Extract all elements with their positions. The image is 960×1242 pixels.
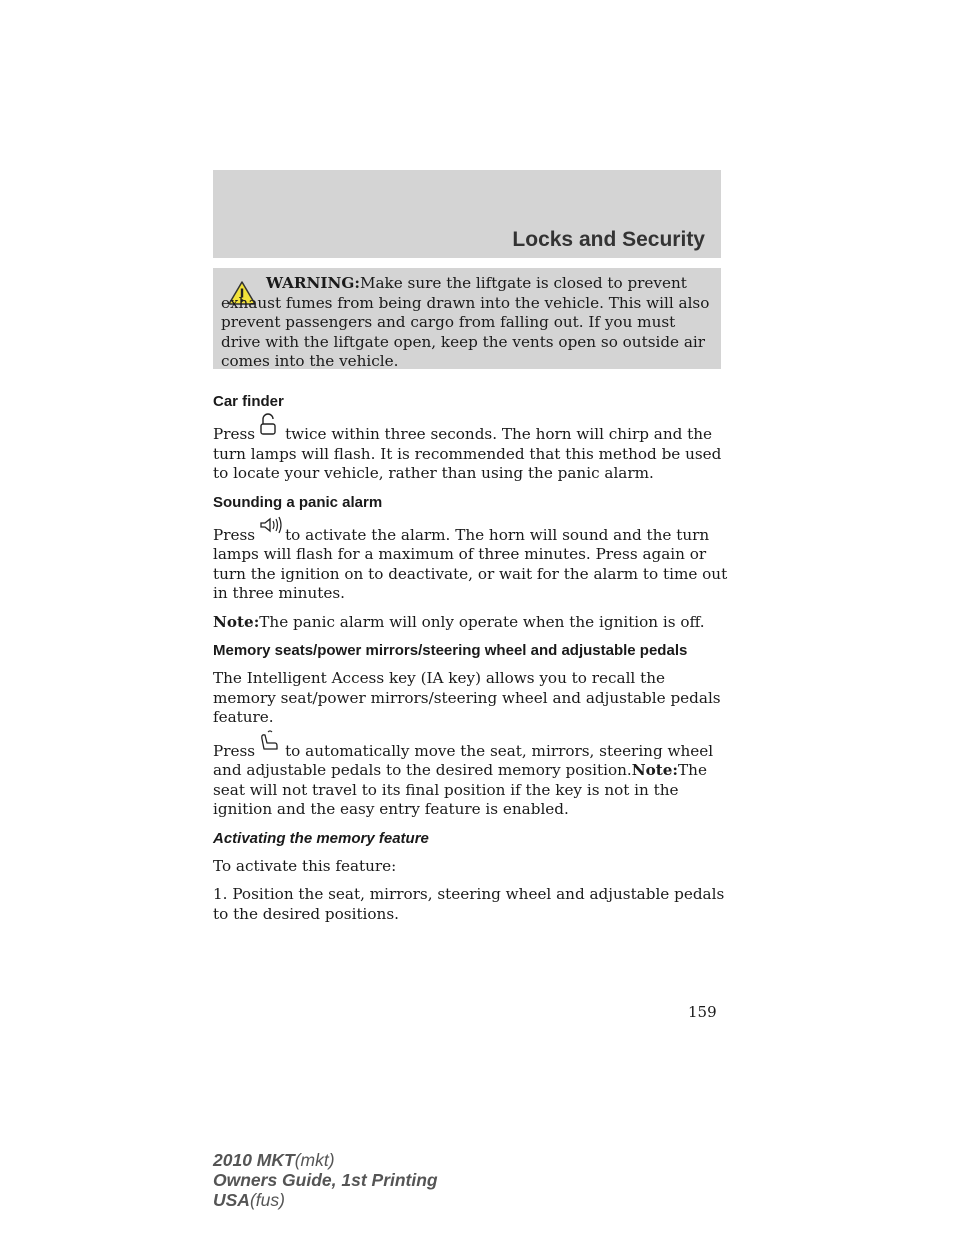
page-content bbox=[213, 392, 728, 933]
memory-seat-icon bbox=[255, 737, 285, 759]
memory-text: to automatically move the seat, mirrors, steering wheel and adjustable pedals to the desired memory position. bbox=[213, 741, 714, 779]
panic-alarm-note bbox=[213, 613, 728, 633]
warning-box bbox=[213, 268, 721, 369]
activating-step-1: 1. Position the seat, mirrors, steering wheel and adjustable pedals to the desired positions. bbox=[213, 885, 725, 923]
footer-line-2: Owners Guide, 1st Printing bbox=[213, 1170, 438, 1190]
panic-alarm-heading: Sounding a panic alarm bbox=[213, 493, 383, 511]
panic-alarm-text: to activate the alarm. The horn will sound and the turn lamps will flash for a maximum of three minutes. Press again or turn the ignition on to deactivate, or wait for the alarm to time out in three minutes. bbox=[213, 525, 728, 602]
footer bbox=[213, 1150, 438, 1210]
car-finder-heading: Car finder bbox=[213, 393, 284, 410]
panic-alarm-paragraph bbox=[213, 521, 728, 604]
header-band bbox=[213, 170, 721, 258]
car-finder-text: twice within three seconds. The horn will chirp and the turn lamps will flash. It is recommended that this method be used to locate your vehicle, rather than using the panic alarm. bbox=[213, 425, 722, 482]
memory-note-label: Note: bbox=[631, 761, 679, 779]
car-finder-press: Press bbox=[213, 425, 256, 443]
car-finder-paragraph bbox=[213, 420, 728, 484]
footer-region: USA bbox=[213, 1190, 250, 1210]
activating-intro: To activate this feature: bbox=[213, 856, 397, 875]
footer-line-3 bbox=[213, 1190, 438, 1210]
warning-label: WARNING: bbox=[266, 274, 360, 292]
warning-text bbox=[221, 274, 711, 372]
warning-body: Make sure the liftgate is closed to prevent exhaust fumes from being drawn into the vehicle. This will also prevent passengers and cargo from falling out. If you must drive with the liftgate open, keep the vents open so outside air comes into the vehicle. bbox=[221, 274, 710, 370]
panic-alarm-icon bbox=[255, 521, 285, 543]
memory-intro: The Intelligent Access key (IA key) allows you to recall the memory seat/power mirrors/steering wheel and adjustable pedals feature. bbox=[213, 669, 721, 726]
page-number: 159 bbox=[688, 1003, 717, 1021]
footer-model: 2010 MKT bbox=[213, 1150, 295, 1170]
panic-alarm-press: Press bbox=[213, 525, 256, 544]
unlock-icon bbox=[255, 420, 285, 442]
footer-region-code: (fus) bbox=[249, 1190, 285, 1210]
footer-model-code: (mkt) bbox=[294, 1150, 335, 1170]
footer-line-1 bbox=[213, 1150, 438, 1170]
note-label: Note: bbox=[213, 612, 260, 631]
note-text: The panic alarm will only operate when the ignition is off. bbox=[259, 612, 705, 631]
memory-press: Press bbox=[213, 741, 256, 760]
memory-heading: Memory seats/power mirrors/steering wheel and adjustable pedals bbox=[213, 642, 688, 659]
memory-paragraph bbox=[213, 737, 728, 820]
memory-note-text: The seat will not travel to its final position if the key is not in the ignition and the easy entry feature is enabled. bbox=[213, 761, 707, 818]
activating-heading: Activating the memory feature bbox=[213, 829, 429, 847]
section-title: Locks and Security bbox=[512, 228, 705, 251]
